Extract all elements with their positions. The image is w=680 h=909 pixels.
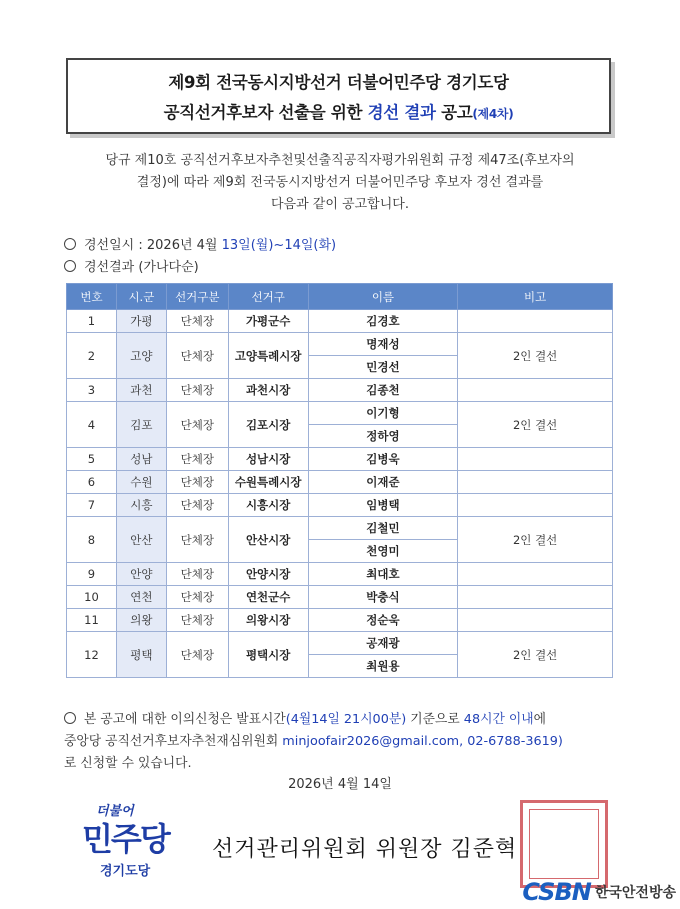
note-cell — [458, 310, 613, 333]
header-cell: 번호 — [67, 284, 117, 310]
row-number: 8 — [67, 517, 117, 563]
note-cell: 2인 결선 — [458, 402, 613, 448]
header-cell: 시.군 — [116, 284, 166, 310]
intro-line: 당규 제10호 공직선거후보자추천및선출직공직자평가위원회 규정 제47조(후보자의 — [105, 153, 575, 168]
circle-bullet-icon — [64, 260, 76, 272]
title-suffix: (제4차) — [472, 107, 514, 121]
candidate-name-cell: 정하영 — [308, 425, 458, 448]
candidate-name-cell: 이재준 — [308, 471, 458, 494]
election-type-cell: 단체장 — [166, 517, 228, 563]
district-cell: 김포시장 — [228, 402, 308, 448]
watermark-logo: CSBN — [522, 878, 591, 906]
party-logo — [82, 800, 192, 886]
intro-paragraph — [40, 150, 640, 216]
city-cell: 고양 — [116, 333, 166, 379]
note-cell — [458, 448, 613, 471]
candidate-name-cell: 김철민 — [308, 517, 458, 540]
schedule-dates: 13일(월)~14일(화) — [221, 238, 337, 253]
candidate-name-cell: 박충식 — [308, 586, 458, 609]
row-number: 6 — [67, 471, 117, 494]
notice-text: 로 신청할 수 있습니다. — [64, 756, 192, 771]
note-cell: 2인 결선 — [458, 333, 613, 379]
signature-line: 선거관리위원회 위원장 김준혁 — [212, 837, 518, 862]
schedule-line — [64, 234, 336, 253]
city-cell: 가평 — [116, 310, 166, 333]
district-cell: 의왕시장 — [228, 609, 308, 632]
title-text-post: 공고 — [435, 103, 473, 122]
table-row — [67, 586, 613, 609]
election-type-cell: 단체장 — [166, 563, 228, 586]
election-type-cell: 단체장 — [166, 632, 228, 678]
title-line-2 — [68, 98, 609, 129]
table-header-row — [67, 284, 613, 310]
notice-contact: minjoofair2026@gmail.com, 02-6788-3619) — [282, 734, 563, 749]
table-row — [67, 609, 613, 632]
candidate-name-cell: 최원용 — [308, 655, 458, 678]
city-cell: 안양 — [116, 563, 166, 586]
election-type-cell: 단체장 — [166, 494, 228, 517]
candidate-name-cell: 김종천 — [308, 379, 458, 402]
election-type-cell: 단체장 — [166, 379, 228, 402]
district-cell: 안양시장 — [228, 563, 308, 586]
candidate-name-cell: 임병택 — [308, 494, 458, 517]
candidate-name-cell: 김병욱 — [308, 448, 458, 471]
table-row — [67, 379, 613, 402]
official-seal-icon — [520, 800, 608, 888]
table-row — [67, 310, 613, 333]
city-cell: 시흥 — [116, 494, 166, 517]
note-cell: 2인 결선 — [458, 632, 613, 678]
table-row — [67, 494, 613, 517]
row-number: 10 — [67, 586, 117, 609]
logo-sub-text: 경기도당 — [100, 864, 151, 879]
row-number: 3 — [67, 379, 117, 402]
candidate-name-cell: 민경선 — [308, 356, 458, 379]
row-number: 1 — [67, 310, 117, 333]
city-cell: 연천 — [116, 586, 166, 609]
table-body — [67, 310, 613, 678]
objection-notice — [64, 709, 624, 775]
city-cell: 평택 — [116, 632, 166, 678]
district-cell: 가평군수 — [228, 310, 308, 333]
table-row — [67, 632, 613, 655]
result-label-line — [64, 256, 199, 275]
circle-bullet-icon — [64, 238, 76, 250]
header-cell: 선거구 — [228, 284, 308, 310]
header-cell: 이름 — [308, 284, 458, 310]
notice-text: 중앙당 공직선거후보자추천재심위원회 — [64, 734, 283, 749]
circle-bullet-icon — [64, 712, 76, 724]
election-type-cell: 단체장 — [166, 333, 228, 379]
header-cell: 선거구분 — [166, 284, 228, 310]
schedule-label: 경선일시 : 2026년 4월 — [84, 238, 222, 253]
results-table — [66, 283, 613, 678]
row-number: 9 — [67, 563, 117, 586]
candidate-name-cell: 김경호 — [308, 310, 458, 333]
header-cell: 비고 — [458, 284, 613, 310]
table-row — [67, 333, 613, 356]
row-number: 4 — [67, 402, 117, 448]
note-cell — [458, 563, 613, 586]
candidate-name-cell: 명재성 — [308, 333, 458, 356]
title-line-1: 제9회 전국동시지방선거 더불어민주당 경기도당 — [168, 73, 509, 92]
intro-line: 결정)에 따라 제9회 전국동시지방선거 더불어민주당 후보자 경선 결과를 — [136, 175, 544, 190]
title-text: 공직선거후보자 선출을 위한 — [163, 103, 368, 122]
table-row — [67, 563, 613, 586]
candidate-name-cell: 이기형 — [308, 402, 458, 425]
row-number: 5 — [67, 448, 117, 471]
candidate-name-cell: 천영미 — [308, 540, 458, 563]
city-cell: 성남 — [116, 448, 166, 471]
table-row — [67, 471, 613, 494]
row-number: 12 — [67, 632, 117, 678]
city-cell: 안산 — [116, 517, 166, 563]
note-cell — [458, 609, 613, 632]
note-cell — [458, 379, 613, 402]
notice-text: 본 공고에 대한 이의신청은 발표시간 — [84, 712, 286, 727]
election-type-cell: 단체장 — [166, 402, 228, 448]
election-type-cell: 단체장 — [166, 586, 228, 609]
election-type-cell: 단체장 — [166, 471, 228, 494]
intro-line: 다음과 같이 공고합니다. — [271, 197, 409, 212]
watermark-text: 한국안전방송 — [594, 885, 676, 901]
notice-highlight: 48시간 이내 — [463, 712, 534, 727]
watermark — [522, 877, 676, 907]
row-number: 11 — [67, 609, 117, 632]
district-cell: 수원특례시장 — [228, 471, 308, 494]
district-cell: 성남시장 — [228, 448, 308, 471]
district-cell: 과천시장 — [228, 379, 308, 402]
district-cell: 고양특례시장 — [228, 333, 308, 379]
candidate-name-cell: 공재광 — [308, 632, 458, 655]
result-label: 경선결과 (가나다순) — [84, 260, 199, 275]
note-cell — [458, 494, 613, 517]
row-number: 7 — [67, 494, 117, 517]
title-highlight: 경선 결과 — [367, 103, 436, 122]
city-cell: 의왕 — [116, 609, 166, 632]
district-cell: 연천군수 — [228, 586, 308, 609]
note-cell: 2인 결선 — [458, 517, 613, 563]
district-cell: 평택시장 — [228, 632, 308, 678]
note-cell — [458, 586, 613, 609]
table-row — [67, 517, 613, 540]
candidate-name-cell: 최대호 — [308, 563, 458, 586]
notice-text: 에 — [533, 712, 546, 727]
table-row — [67, 402, 613, 425]
city-cell: 김포 — [116, 402, 166, 448]
logo-small-text: 더불어 — [96, 804, 134, 819]
city-cell: 수원 — [116, 471, 166, 494]
logo-main-text: 민주당 — [82, 820, 169, 858]
district-cell: 시흥시장 — [228, 494, 308, 517]
title-box — [66, 58, 611, 134]
notice-text: 기준으로 — [406, 712, 464, 727]
table-row — [67, 448, 613, 471]
election-type-cell: 단체장 — [166, 609, 228, 632]
election-type-cell: 단체장 — [166, 310, 228, 333]
row-number: 2 — [67, 333, 117, 379]
note-cell — [458, 471, 613, 494]
city-cell: 과천 — [116, 379, 166, 402]
candidate-name-cell: 정순욱 — [308, 609, 458, 632]
announcement-date: 2026년 4월 14일 — [288, 777, 392, 792]
notice-highlight: (4월14일 21시00분) — [285, 712, 407, 727]
election-type-cell: 단체장 — [166, 448, 228, 471]
district-cell: 안산시장 — [228, 517, 308, 563]
